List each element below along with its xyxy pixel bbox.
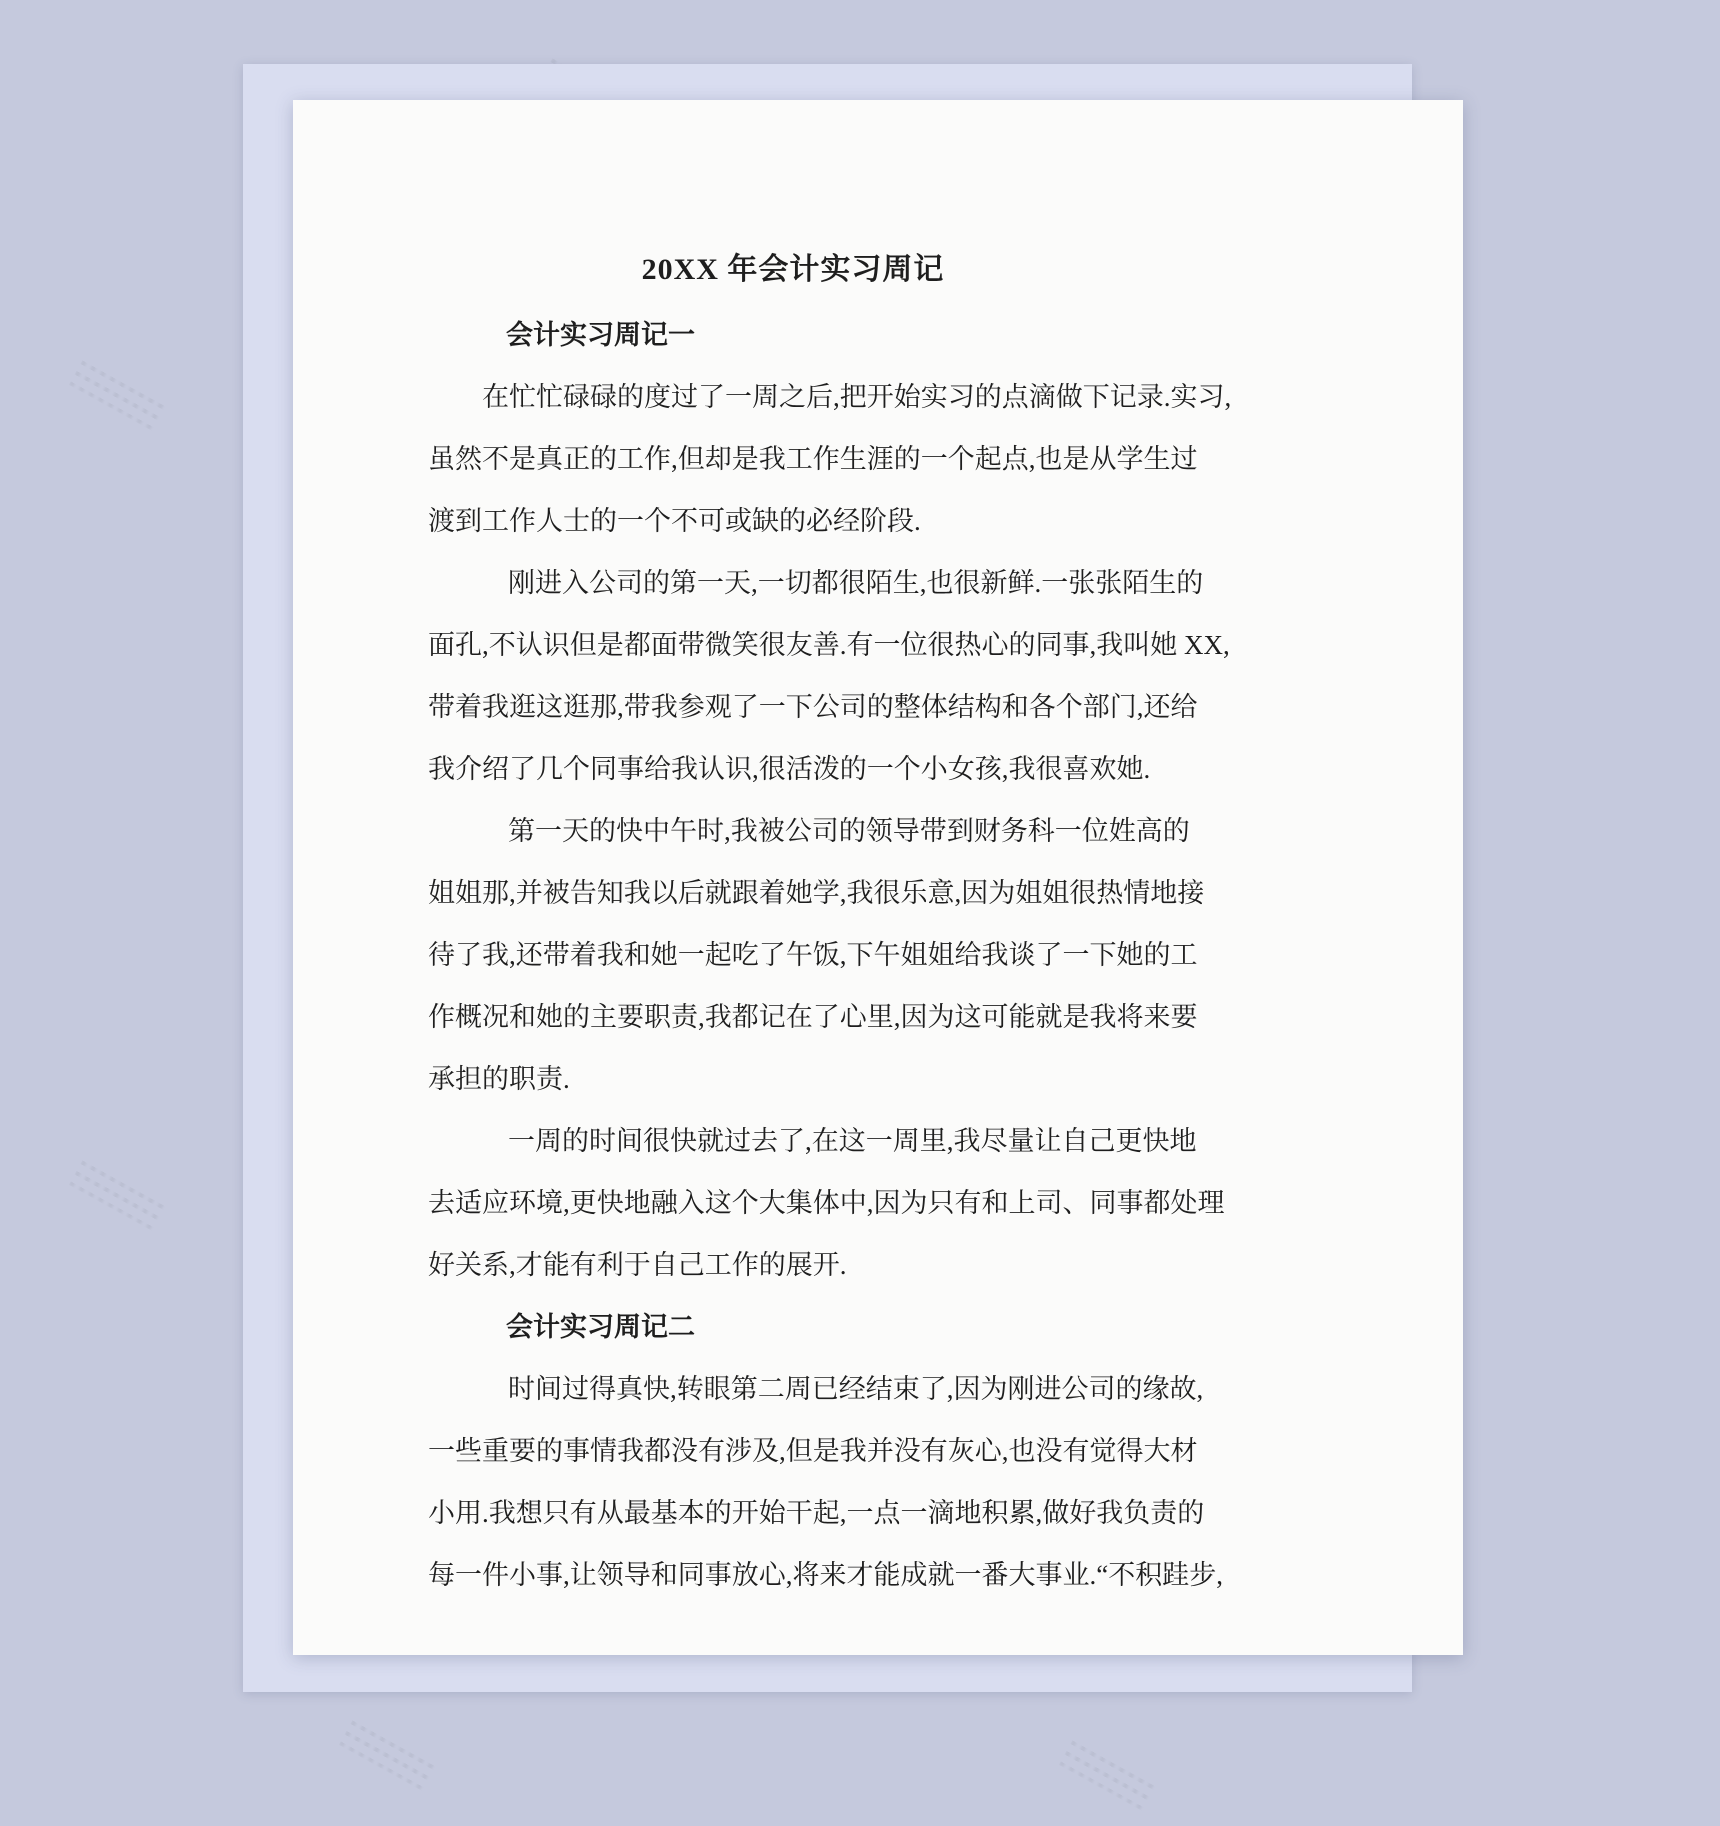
text-line: 一些重要的事情我都没有涉及,但是我并没有灰心,也没有觉得大材 <box>428 1436 1198 1466</box>
watermark-mark <box>339 1719 438 1792</box>
text-line: 在忙忙碌碌的度过了一周之后,把开始实习的点滴做下记录.实习, <box>482 382 1232 412</box>
text-line: 一周的时间很快就过去了,在这一周里,我尽量让自己更快地 <box>508 1126 1197 1156</box>
text-line: 带着我逛这逛那,带我参观了一下公司的整体结构和各个部门,还给 <box>428 692 1198 722</box>
text-line: 待了我,还带着我和她一起吃了午饭,下午姐姐给我谈了一下她的工 <box>428 940 1198 970</box>
text-line: 虽然不是真正的工作,但却是我工作生涯的一个起点,也是从学生过 <box>428 444 1198 474</box>
document-page <box>293 100 1463 1655</box>
text-line: 渡到工作人士的一个不可或缺的必经阶段. <box>428 506 921 536</box>
document-content <box>428 250 1308 1606</box>
text-line: 好关系,才能有利于自己工作的展开. <box>428 1250 847 1280</box>
section-heading: 会计实习周记二 <box>506 1312 695 1342</box>
text-line: 我介绍了几个同事给我认识,很活泼的一个小女孩,我很喜欢她. <box>428 754 1151 784</box>
document-body <box>428 304 1308 1606</box>
text-line: 刚进入公司的第一天,一切都很陌生,也很新鲜.一张张陌生的 <box>508 568 1204 598</box>
watermark-mark <box>69 359 168 432</box>
text-line: 承担的职责. <box>428 1064 570 1094</box>
text-line: 小用.我想只有从最基本的开始干起,一点一滴地积累,做好我负责的 <box>428 1498 1205 1528</box>
text-line: 时间过得真快,转眼第二周已经结束了,因为刚进公司的缘故, <box>508 1374 1204 1404</box>
text-line: 每一件小事,让领导和同事放心,将来才能成就一番大事业.“不积跬步, <box>428 1560 1223 1590</box>
text-line: 面孔,不认识但是都面带微笑很友善.有一位很热心的同事,我叫她 XX, <box>428 630 1230 660</box>
section-heading: 会计实习周记一 <box>506 320 695 350</box>
text-line: 作概况和她的主要职责,我都记在了心里,因为这可能就是我将来要 <box>428 1002 1198 1032</box>
text-line: 姐姐那,并被告知我以后就跟着她学,我很乐意,因为姐姐很热情地接 <box>428 878 1205 908</box>
document-title: 20XX 年会计实习周记 <box>641 253 945 286</box>
watermark-mark <box>69 1159 168 1232</box>
text-line: 第一天的快中午时,我被公司的领导带到财务科一位姓高的 <box>508 816 1190 846</box>
watermark-mark <box>1059 1739 1158 1812</box>
text-line: 去适应环境,更快地融入这个大集体中,因为只有和上司、同事都处理 <box>428 1188 1225 1218</box>
